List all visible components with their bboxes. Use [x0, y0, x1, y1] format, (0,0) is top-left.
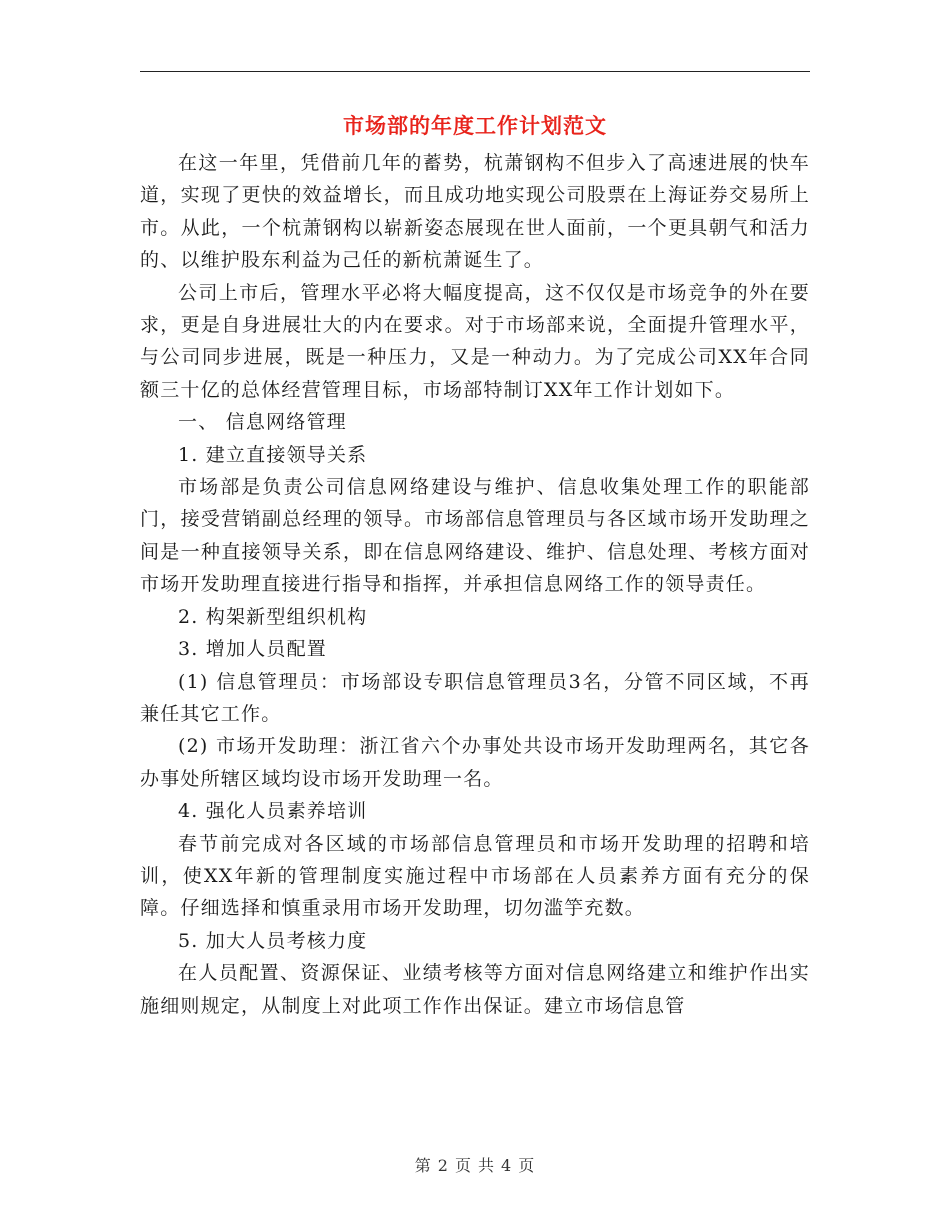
footer-suffix: 页: [518, 1156, 536, 1175]
subheading-3: 3. 增加人员配置: [178, 638, 327, 661]
paragraph-assessment: 在人员配置、资源保证、业绩考核等方面对信息网络建立和维护作出实施细则规定，从制度上对此项工作作出保证。建立市场信息管: [140, 962, 810, 1017]
document-title: 市场部的年度工作计划范文: [343, 113, 607, 138]
page-footer: [0, 1153, 950, 1176]
paragraph-item-1: (1) 信息管理员：市场部设专职信息管理员3名，分管不同区域，不再兼任其它工作。: [140, 670, 810, 725]
subheading-2: 2. 构架新型组织机构: [178, 605, 368, 628]
paragraph-listing: 公司上市后，管理水平必将大幅度提高，这不仅仅是市场竞争的外在要求，更是自身进展壮大的内在要求。对于市场部来说，全面提升管理水平，与公司同步进展，既是一种压力，又是一种动力。为了完成公司XX年合同额三十亿的总体经营管理目标，市场部特制订XX年工作计划如下。: [140, 281, 810, 401]
paragraph-leadership: 市场部是负责公司信息网络建设与维护、信息收集处理工作的职能部门，接受营销副总经理的领导。市场部信息管理员与各区域市场开发助理之间是一种直接领导关系，即在信息网络建设、维护、信息处理、考核方面对市场开发助理直接进行指导和指挥，并承担信息网络工作的领导责任。: [140, 476, 810, 596]
subheading-5: 5. 加大人员考核力度: [178, 929, 368, 952]
section-heading-info-network: 一、 信息网络管理: [178, 411, 347, 434]
paragraph-item-2: (2) 市场开发助理：浙江省六个办事处共设市场开发助理两名，其它各办事处所辖区域均设市场开发助理一名。: [140, 735, 810, 790]
paragraph-training: 春节前完成对各区域的市场部信息管理员和市场开发助理的招聘和培训，使XX年新的管理制度实施过程中市场部在人员素养方面有充分的保障。仔细选择和慎重录用市场开发助理，切勿滥竽充数。: [140, 832, 810, 920]
footer-mid: 页 共: [454, 1156, 496, 1175]
header-rule: [140, 71, 810, 72]
page-number: 2: [437, 1156, 449, 1175]
subheading-1: 1. 建立直接领导关系: [178, 443, 368, 466]
paragraph-intro: 在这一年里，凭借前几年的蓄势，杭萧钢构不但步入了高速进展的快车道，实现了更快的效益增长，而且成功地实现公司股票在上海证券交易所上市。从此，一个杭萧钢构以崭新姿态展现在世人面前，一个更具朝气和活力的、以维护股东利益为己任的新杭萧诞生了。: [140, 152, 810, 272]
footer-prefix: 第: [414, 1156, 432, 1175]
subheading-4: 4. 强化人员素养培训: [178, 800, 368, 823]
page-total: 4: [501, 1156, 513, 1175]
document-body: [140, 147, 810, 1022]
